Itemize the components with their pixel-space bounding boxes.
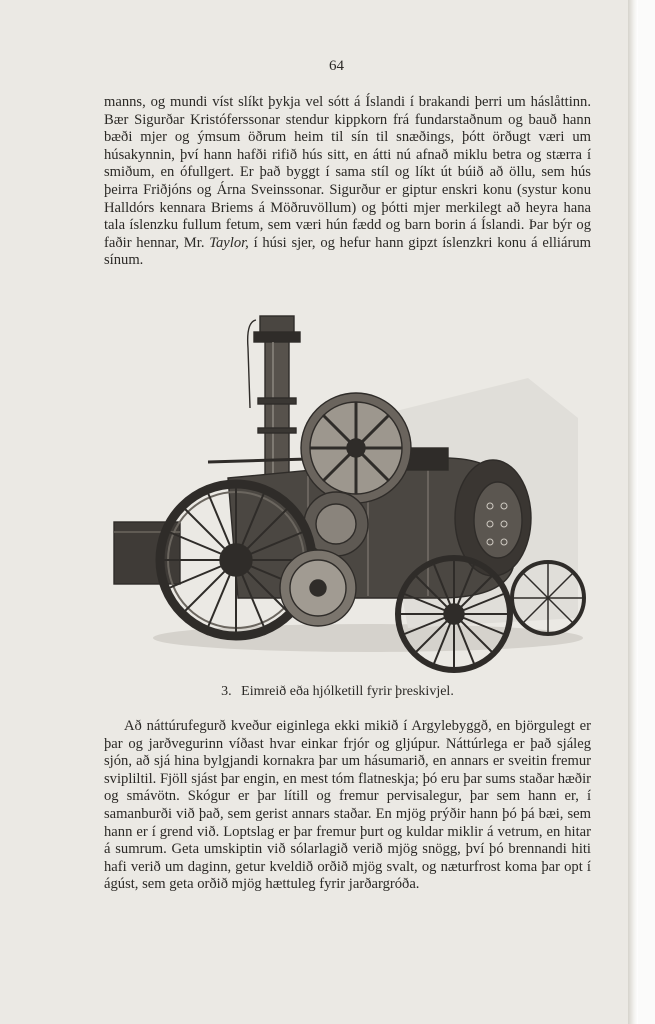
paragraph-2: Að náttúrufegurð kveður eiginlega ekki mikið í Argylebyggð, en björgulegt er þar og jarðvegurinn víðast hvar einkar frjór og gljúpur. Náttúrlega er það sjáleg sjón, að sjá hina bylgjandi kornakra þar um hásumarið, en annars er sveitin fremur svipliltil. Fjöll sjást þar engin, en mest tóm flatneskja; þó eru þar sums staðar hæðir og smávötn. Skógur er þar lítill og fremur pervisalegur, þar sem hann er, í samanburði við það, sem gerist annars staðar. En mjög prýðir hann þó þá bæi, sem hann er í grend við. Loptslag er þar fremur þurt og kuldar miklir á vetrum, en hitar á sumrum. Geta umskiptin við sólarlagið verið mjög snögg, því þó brennandi hiti hafi verið um daginn, getur kveldið orðið mjög svalt, og næturfrost koma þar opt í ágúst, sem geta orðið mjög hættuleg fyrir jarðargróða. bbox=[104, 718, 591, 893]
paragraph-1-italic-name: Taylor, bbox=[209, 234, 249, 251]
page-edge-shadow bbox=[628, 0, 638, 1024]
steam-engine-illustration bbox=[108, 298, 588, 676]
figure-caption bbox=[0, 684, 655, 700]
scan-background-strip bbox=[638, 0, 655, 1024]
paragraph-1 bbox=[104, 94, 591, 270]
paragraph-1-text-b: í húsi sjer, og hefur hann gipzt íslenzkri konu á elliárum sínum. bbox=[104, 234, 591, 269]
figure-caption-text: Eimreið eða hjólketill fyrir þreskivjel. bbox=[241, 684, 454, 699]
paragraph-1-text-a: manns, og mundi víst slíkt þykja vel sótt á Íslandi í brakandi þerri um háslåttinn. Bær Sigurðar Kristóferssonar stendur kippkorn frá fundarstaðnum og bauð hann bæði mjer og ýmsum öðrum heim til sín til snæðings, þótt örðugt væri um húsakynnin, því hann hafði rifið hús sitt, en átti nú afnað miklu betra og stærra í smiðum, en ófullgert. Er það byggt í sama stíl og líkt út búið að öllu, sem hús þeirra Friðjóns og Árna Sveinssonar. Sigurður er giptur enskri konu (systur konu Halldórs kennara Briems á Möðruvöllum) og þótti mjer merkilegt að heyra hana tala íslenzku fullum fetum, sem væri hún fædd og barn borin á Íslandi. Þar býr og faðir hennar, Mr. bbox=[104, 94, 591, 251]
page-number: 64 bbox=[329, 58, 344, 74]
figure-number: 3. bbox=[221, 684, 232, 699]
